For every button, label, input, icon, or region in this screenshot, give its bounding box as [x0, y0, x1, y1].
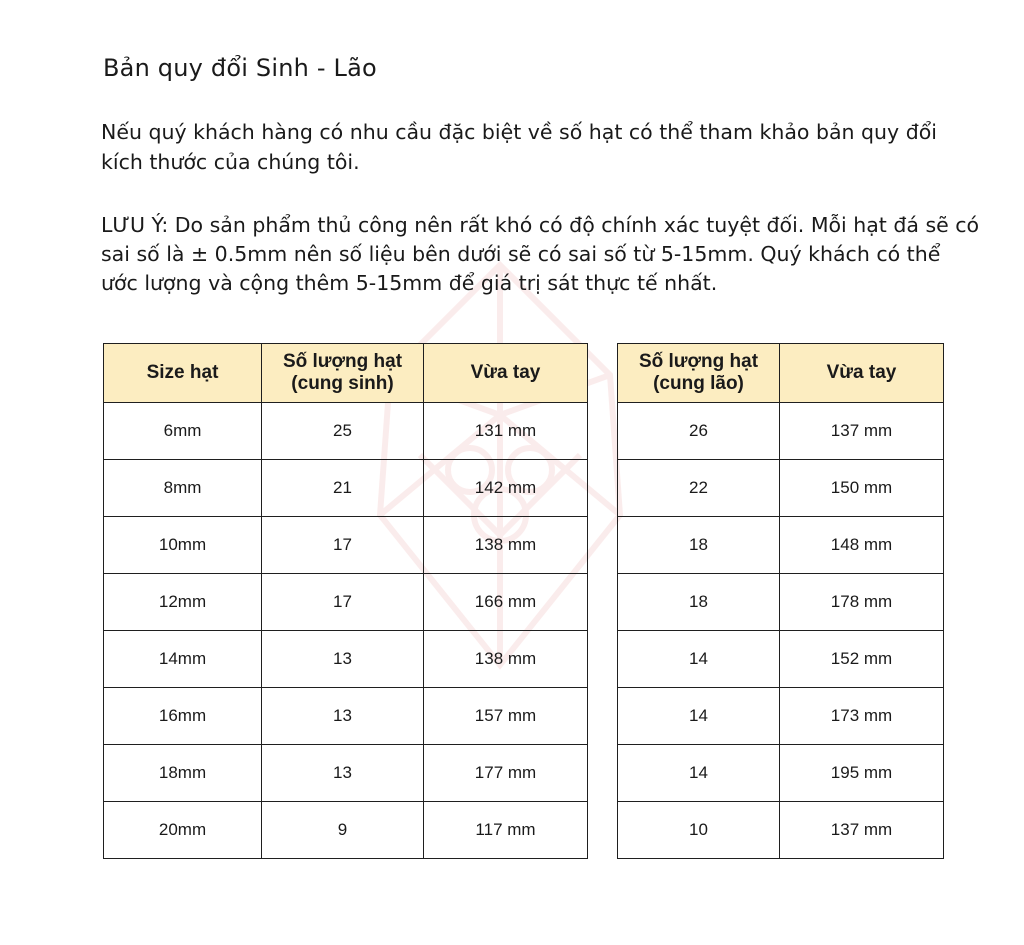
table-row [104, 745, 588, 802]
table-row [104, 403, 588, 460]
cell-so-luong-hat: 10 [618, 802, 780, 859]
table-row [104, 802, 588, 859]
cell-vua-tay: 195 mm [780, 745, 944, 802]
header-so-luong-cung-lao: Số lượng hạt (cung lão) [618, 344, 780, 403]
cell-so-luong-hat: 26 [618, 403, 780, 460]
table-header-row [104, 344, 588, 403]
header-vua-tay: Vừa tay [780, 344, 944, 403]
cell-vua-tay: 137 mm [780, 403, 944, 460]
cell-so-luong-hat: 17 [262, 517, 424, 574]
cell-so-luong-hat: 14 [618, 688, 780, 745]
cell-vua-tay: 150 mm [780, 460, 944, 517]
cell-vua-tay: 148 mm [780, 517, 944, 574]
table-cung-sinh [103, 343, 588, 859]
table-row [618, 517, 944, 574]
table-row [104, 574, 588, 631]
cell-size-hat: 18mm [104, 745, 262, 802]
cell-so-luong-hat: 21 [262, 460, 424, 517]
intro-paragraph: Nếu quý khách hàng có nhu cầu đặc biệt về số hạt có thể tham khảo bản quy đổi kích thước của chúng tôi. [101, 120, 937, 174]
note-paragraph: LƯU Ý: Do sản phẩm thủ công nên rất khó có độ chính xác tuyệt đối. Mỗi hạt đá sẽ có sai số là ± 0.5mm nên số liệu bên dưới sẽ có sai số từ 5-15mm. Quý khách có thể ước lượng và cộng thêm 5-15mm để giá trị sát thực tế nhất. [101, 213, 980, 295]
cell-vua-tay: 137 mm [780, 802, 944, 859]
cell-so-luong-hat: 18 [618, 517, 780, 574]
table-row [618, 688, 944, 745]
table-row [104, 517, 588, 574]
cell-so-luong-hat: 14 [618, 631, 780, 688]
table-row [618, 745, 944, 802]
cell-so-luong-hat: 9 [262, 802, 424, 859]
cell-vua-tay: 157 mm [424, 688, 588, 745]
cell-vua-tay: 166 mm [424, 574, 588, 631]
cell-size-hat: 16mm [104, 688, 262, 745]
table-row [618, 802, 944, 859]
cell-vua-tay: 178 mm [780, 574, 944, 631]
table-row [618, 631, 944, 688]
cell-so-luong-hat: 17 [262, 574, 424, 631]
cell-so-luong-hat: 25 [262, 403, 424, 460]
page-title: Bản quy đổi Sinh - Lão [103, 54, 377, 82]
table-row [104, 460, 588, 517]
cell-so-luong-hat: 13 [262, 631, 424, 688]
cell-vua-tay: 138 mm [424, 631, 588, 688]
table-cung-lao [617, 343, 944, 859]
cell-size-hat: 10mm [104, 517, 262, 574]
cell-size-hat: 14mm [104, 631, 262, 688]
cell-size-hat: 8mm [104, 460, 262, 517]
table-row [104, 631, 588, 688]
header-so-luong-cung-sinh: Số lượng hạt (cung sinh) [262, 344, 424, 403]
cell-so-luong-hat: 13 [262, 745, 424, 802]
cell-so-luong-hat: 14 [618, 745, 780, 802]
cell-so-luong-hat: 18 [618, 574, 780, 631]
cell-vua-tay: 177 mm [424, 745, 588, 802]
table-row [618, 460, 944, 517]
table-header-row [618, 344, 944, 403]
table-row [618, 574, 944, 631]
cell-size-hat: 20mm [104, 802, 262, 859]
cell-vua-tay: 142 mm [424, 460, 588, 517]
cell-vua-tay: 138 mm [424, 517, 588, 574]
cell-vua-tay: 152 mm [780, 631, 944, 688]
cell-size-hat: 12mm [104, 574, 262, 631]
cell-so-luong-hat: 22 [618, 460, 780, 517]
cell-so-luong-hat: 13 [262, 688, 424, 745]
table-row [104, 688, 588, 745]
cell-size-hat: 6mm [104, 403, 262, 460]
table-row [618, 403, 944, 460]
header-size-hat: Size hạt [104, 344, 262, 403]
cell-vua-tay: 173 mm [780, 688, 944, 745]
cell-vua-tay: 117 mm [424, 802, 588, 859]
cell-vua-tay: 131 mm [424, 403, 588, 460]
header-vua-tay: Vừa tay [424, 344, 588, 403]
